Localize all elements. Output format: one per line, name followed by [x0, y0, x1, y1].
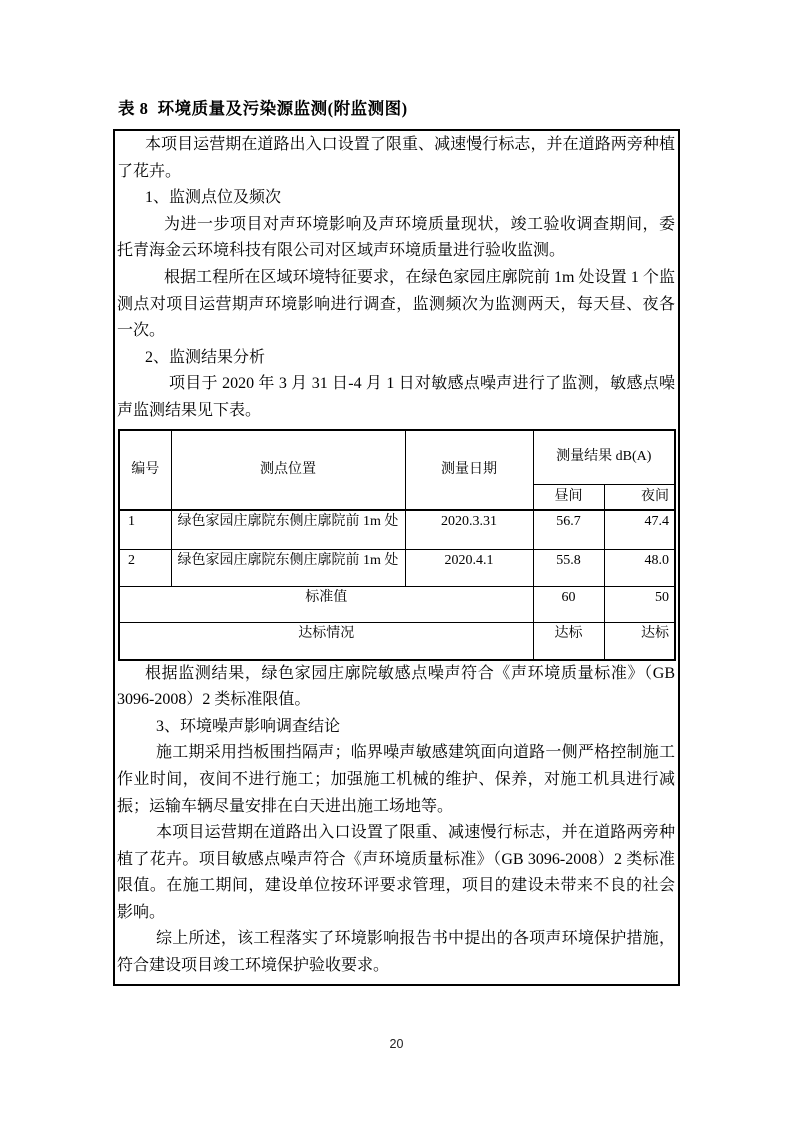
section-3-paragraph-2: 本项目运营期在道路出入口设置了限重、减速慢行标志，并在道路两旁种植了花卉。项目敏感点噪声符合《声环境质量标准》（GB 3096-2008）2 类标准限值。在施工期间，建设单位按环评要求管理，项目的建设未带来不良的社会影响。 — [117, 824, 675, 921]
cell-id: 2 — [119, 550, 171, 587]
table-row — [119, 510, 675, 550]
standard-day: 60 — [533, 587, 604, 623]
section-1-heading: 1、监测点位及频次 — [145, 189, 282, 207]
cell-location: 绿色家园庄廓院东侧庄廓院前 1m 处 — [171, 550, 405, 587]
header-location: 测点位置 — [171, 430, 405, 510]
cell-date: 2020.4.1 — [405, 550, 533, 587]
table-header-row — [119, 430, 675, 485]
standard-night: 50 — [604, 587, 675, 623]
cell-location: 绿色家园庄廓院东侧庄廓院前 1m 处 — [171, 510, 405, 550]
table-8-title: 表 8 环境质量及污染源监测(附监测图) — [118, 99, 408, 118]
standard-value-row — [119, 587, 675, 623]
compliance-day: 达标 — [533, 623, 604, 660]
cell-id: 1 — [119, 510, 171, 550]
header-id: 编号 — [119, 430, 171, 510]
header-result: 测量结果 dB(A) — [533, 430, 675, 485]
cell-night: 47.4 — [604, 510, 675, 550]
section-1-paragraph-1: 为进一步项目对声环境影响及声环境质量现状，竣工验收调查期间，委托青海金云环境科技有限公司对区域声环境质量进行验收监测。 — [117, 215, 675, 260]
section-3-paragraph-3: 综上所述，该工程落实了环境影响报告书中提出的各项声环境保护措施，符合建设项目竣工环境保护验收要求。 — [117, 930, 675, 975]
header-date: 测量日期 — [405, 430, 533, 510]
section-2-paragraph-1: 项目于 2020 年 3 月 31 日-4 月 1 日对敏感点噪声进行了监测，敏感点噪声监测结果见下表。 — [117, 375, 675, 419]
intro-paragraph: 本项目运营期在道路出入口设置了限重、减速慢行标志，并在道路两旁种植了花卉。 — [117, 136, 675, 180]
section-2-paragraph-2: 根据监测结果，绿色家园庄廓院敏感点噪声符合《声环境质量标准》（GB 3096-2008）2 类标准限值。 — [117, 664, 675, 709]
compliance-label: 达标情况 — [119, 623, 533, 660]
section-1-paragraph-2: 根据工程所在区域环境特征要求，在绿色家园庄廓院前 1m 处设置 1 个监测点对项目运营期声环境影响进行调查，监测频次为监测两天，每天昼、夜各一次。 — [117, 268, 675, 340]
noise-monitoring-table — [118, 429, 676, 661]
section-2-heading: 2、监测结果分析 — [145, 348, 266, 366]
section-3-paragraph-1: 施工期采用挡板围挡隔声；临界噪声敏感建筑面向道路一侧严格控制施工作业时间，夜间不进行施工；加强施工机械的维护、保养，对施工机具进行减振；运输车辆尽量安排在白天进出施工场地等。 — [117, 744, 675, 815]
compliance-night: 达标 — [604, 623, 675, 660]
cell-night: 48.0 — [604, 550, 675, 587]
section-3-heading: 3、环境噪声影响调查结论 — [156, 717, 341, 735]
standard-label: 标准值 — [119, 587, 533, 623]
cell-day: 55.8 — [533, 550, 604, 587]
cell-day: 56.7 — [533, 510, 604, 550]
table-row — [119, 550, 675, 587]
content-box — [113, 129, 680, 986]
header-daytime: 昼间 — [533, 485, 604, 510]
page-number: 20 — [389, 1037, 404, 1051]
cell-date: 2020.3.31 — [405, 510, 533, 550]
header-nighttime: 夜间 — [604, 485, 675, 510]
compliance-row — [119, 623, 675, 660]
